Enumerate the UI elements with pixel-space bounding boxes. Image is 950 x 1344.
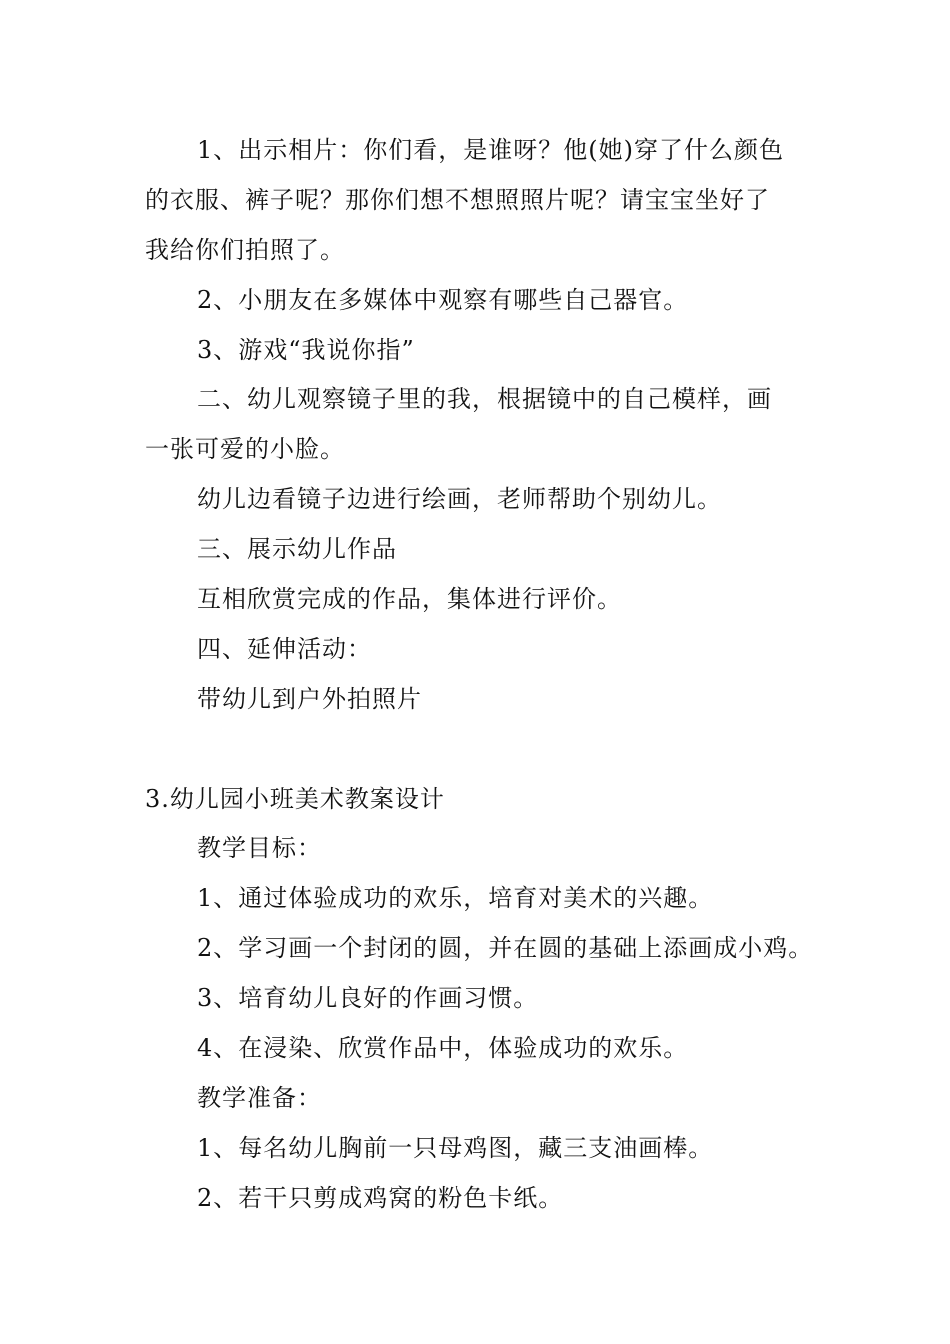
section-heading: 教学准备： <box>197 1084 322 1112</box>
paragraph-line: 的衣服、裤子呢？那你们想不想照照片呢？请宝宝坐好了 <box>145 186 770 214</box>
document-title: 3.幼儿园小班美术教案设计 <box>145 785 445 813</box>
paragraph-line: 3、游戏“我说你指” <box>197 336 415 364</box>
list-item: 3、培育幼儿良好的作画习惯。 <box>197 984 539 1012</box>
list-item: 2、若干只剪成鸡窝的粉色卡纸。 <box>197 1184 564 1212</box>
paragraph-line: 我给你们拍照了。 <box>145 236 345 264</box>
list-item: 1、通过体验成功的欢乐，培育对美术的兴趣。 <box>197 884 714 912</box>
paragraph-line: 2、小朋友在多媒体中观察有哪些自己器官。 <box>197 286 689 314</box>
list-item: 1、每名幼儿胸前一只母鸡图，藏三支油画棒。 <box>197 1134 714 1162</box>
paragraph-line: 带幼儿到户外拍照片 <box>197 685 422 713</box>
section-heading: 四、延伸活动： <box>197 635 372 663</box>
paragraph-line: 1、出示相片：你们看，是谁呀？他(她)穿了什么颜色 <box>197 136 784 164</box>
list-item: 4、在浸染、欣赏作品中，体验成功的欢乐。 <box>197 1034 689 1062</box>
list-item: 2、学习画一个封闭的圆，并在圆的基础上添画成小鸡。 <box>197 934 814 962</box>
paragraph-line: 互相欣赏完成的作品，集体进行评价。 <box>197 585 622 613</box>
paragraph-line: 幼儿边看镜子边进行绘画，老师帮助个别幼儿。 <box>197 485 722 513</box>
paragraph-line: 二、幼儿观察镜子里的我，根据镜中的自己模样，画 <box>197 385 772 413</box>
section-heading: 教学目标： <box>197 834 322 862</box>
section-heading: 三、展示幼儿作品 <box>197 535 397 563</box>
paragraph-line: 一张可爱的小脸。 <box>145 435 345 463</box>
